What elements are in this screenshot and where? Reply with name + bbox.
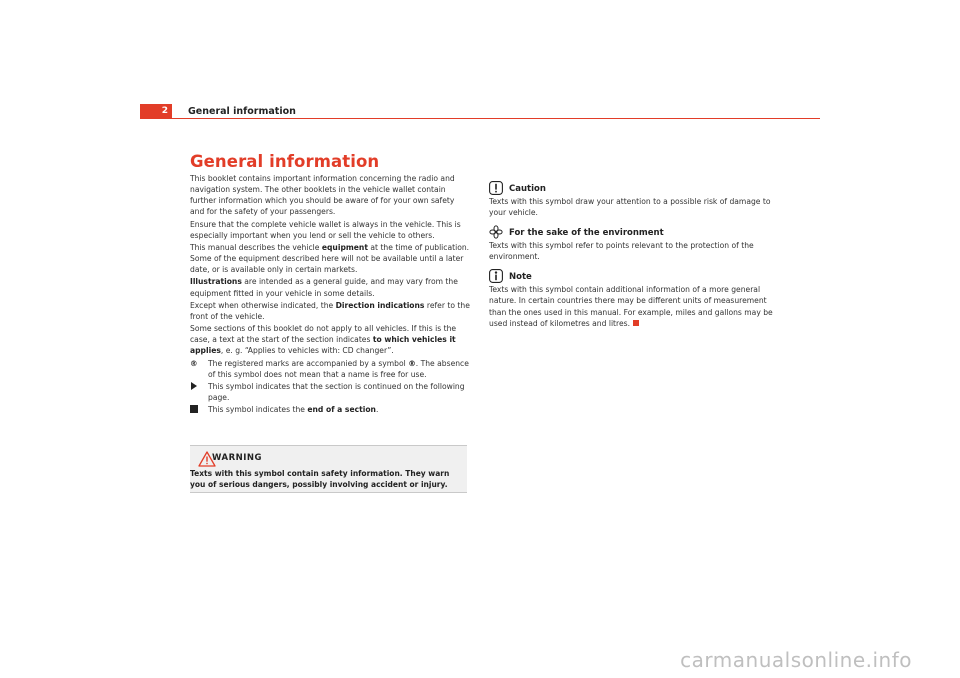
environment-title: For the sake of the environment [509,228,664,239]
symbol-row-continued [190,381,470,403]
text-segment: Some sections of this booklet do not apply to all vehicles. If this is the case, a text at the start of the section indicates [190,324,457,345]
text-segment: . [375,405,379,415]
text-segment: Texts with this symbol contain additional information of a more general nature. In certain countries there may be different units of measurement than the ones used in this manual. For example, miles and gallons may be used instead of kilometres and litres. [489,285,773,328]
environment-text: Texts with this symbol refer to points relevant to the protection of the environment. [489,241,754,262]
text-segment: at the time of publication. Some of the equipment described here will not be available until a later date, or is available only in certain markets. [190,242,470,275]
registered-mark: ® [408,358,416,368]
warning-title: WARNING [212,453,262,463]
header-rule [172,118,820,119]
running-title: General information [188,106,296,117]
note-text [489,284,779,328]
symbol-description [208,358,470,380]
paragraph-applicability [190,323,470,356]
paragraph-wallet: Ensure that the complete vehicle wallet is always in the vehicle. This is especially important when you lend or sell the vehicle to others. [190,219,461,240]
note-block [489,268,779,328]
page-title: General information [190,152,380,171]
page-header [140,104,820,119]
symbol-row-registered [190,358,470,380]
text-segment: This symbol indicates the [208,405,308,415]
paragraph-directions [190,300,470,322]
bold-term: end of a section [307,405,376,415]
note-title: Note [509,272,532,283]
text-segment: . The absence of this symbol does not mean that a name is free for use. [208,358,469,379]
caution-text: Texts with this symbol draw your attention to a possible risk of damage to your vehicle. [489,197,771,218]
caution-icon [489,181,503,195]
bold-term: Illustrations [190,277,242,287]
bold-term: equipment [321,242,368,252]
bold-term: Direction indications [335,300,425,310]
end-of-section-icon [190,404,208,416]
page-number: 2 [140,104,172,119]
note-info-icon [489,269,503,283]
warning-box [190,445,467,493]
left-column [190,173,470,418]
environment-block [489,224,779,262]
bold-term: to which vehicles it applies [190,335,456,356]
text-segment: The registered marks are accompanied by a symbol [208,358,409,368]
text-segment: , e. g. “Applies to vehicles with: CD changer”. [220,346,394,356]
continue-arrow-icon [190,381,208,403]
watermark: carmanualsonline.info [680,648,912,672]
text-segment: refer to the front of the vehicle. [190,300,470,321]
symbol-description: This symbol indicates that the section is continued on the following page. [208,382,465,403]
text-segment: Except when otherwise indicated, the [190,300,336,310]
paragraph-intro: This booklet contains important information concerning the radio and navigation system. The other booklets in the vehicle wallet contain further information which you should be aware of for your own safety and for the safety of your passengers. [190,174,455,217]
paragraph-equipment [190,242,470,275]
caution-title: Caution [509,183,546,194]
symbol-description [208,404,470,416]
caution-block [489,180,779,218]
end-of-section-icon [633,320,639,326]
warning-text: Texts with this symbol contain safety information. They warn you of serious dangers, possibly involving accident or injury. [190,469,450,489]
text-segment: This manual describes the vehicle [190,242,322,252]
symbol-row-end [190,404,470,416]
text-segment: are intended as a general guide, and may vary from the equipment fitted in your vehicle in some details. [190,277,458,298]
right-column [489,180,779,335]
registered-icon: ® [190,358,198,368]
paragraph-illustrations [190,276,470,298]
environment-flower-icon [489,225,503,239]
